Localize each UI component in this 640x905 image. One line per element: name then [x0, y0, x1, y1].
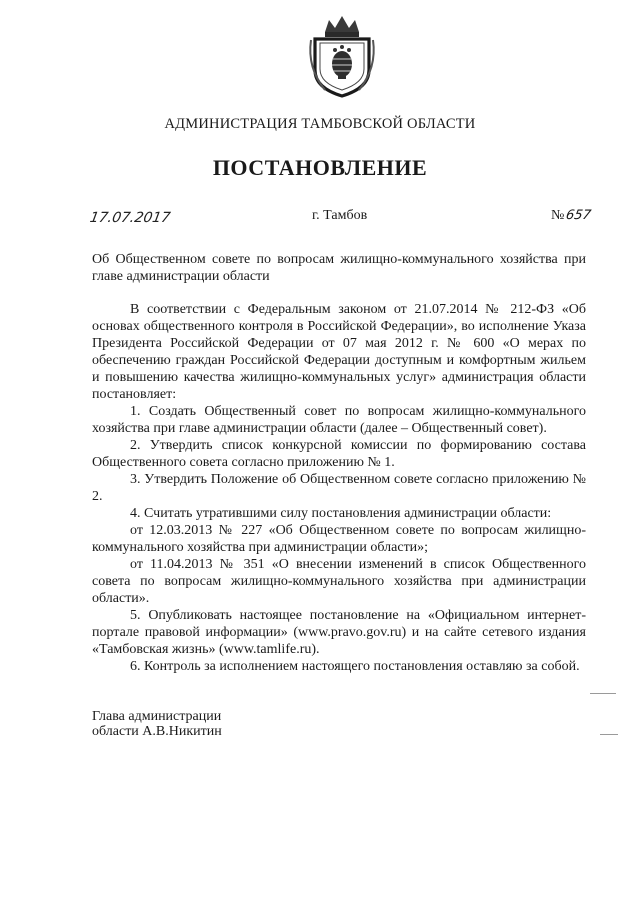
clause-2: 2. Утвердить список конкурсной комиссии по формированию состава Общественного совета согласно приложению № 1.: [92, 438, 586, 470]
clause-1: 1. Создать Общественный совет по вопросам жилищно-коммунального хозяйства при главе администрации области (далее – Общественный совет).: [92, 404, 586, 436]
document-type-heading: ПОСТАНОВЛЕНИЕ: [212, 155, 428, 180]
signature-name: области А.В.Никитин: [92, 724, 222, 739]
preamble-paragraph: В соответствии с Федеральным законом от 21.07.2014 № 212-ФЗ «Об основах общественного контроля в Российской Федерации», во исполнение Указа Президента Российской Федерации от 07 мая 2012 г. № 600 «О мерах по обеспечению граждан Российской Федерации доступным и комфортным жильем и повышению качества жилищно-коммунальных услуг» администрация области постановляет:: [92, 302, 586, 402]
scan-mark: [590, 693, 616, 694]
number-label: №: [551, 208, 565, 223]
signature-block: [92, 709, 222, 739]
clause-3: 3. Утвердить Положение об Общественном совете согласно приложению № 2.: [92, 472, 586, 504]
scan-mark: [600, 734, 618, 735]
signature-title: Глава администрации: [92, 709, 222, 724]
clause-4-item-1: от 12.03.2013 № 227 «Об Общественном совете по вопросам жилищно-коммунального хозяйства при администрации области»;: [92, 523, 586, 555]
document-number-block: [551, 208, 591, 224]
coat-of-arms-icon: [305, 12, 379, 100]
clause-4-item-2: от 11.04.2013 № 351 «О внесении изменений в список Общественного совета по вопросам жилищно-коммунального хозяйства при администрации области».: [92, 557, 586, 606]
document-subject: Об Общественном совете по вопросам жилищно-коммунального хозяйства при главе администрации области: [92, 252, 586, 284]
document-date: 17.07.2017: [88, 210, 172, 226]
document-city: г. Тамбов: [312, 208, 368, 223]
clause-6: 6. Контроль за исполнением настоящего постановления оставляю за собой.: [130, 659, 580, 674]
clause-5: 5. Опубликовать настоящее постановление на «Официальном интернет-портале правовой информации» (www.pravo.gov.ru) и на сайте сетевого издания «Тамбовская жизнь» (www.tamlife.ru).: [92, 608, 586, 657]
clause-4: 4. Считать утратившими силу постановления администрации области:: [130, 506, 552, 521]
document-number: 657: [565, 208, 593, 223]
organization-name: АДМИНИСТРАЦИЯ ТАМБОВСКОЙ ОБЛАСТИ: [164, 116, 476, 132]
document-body: [92, 301, 586, 675]
